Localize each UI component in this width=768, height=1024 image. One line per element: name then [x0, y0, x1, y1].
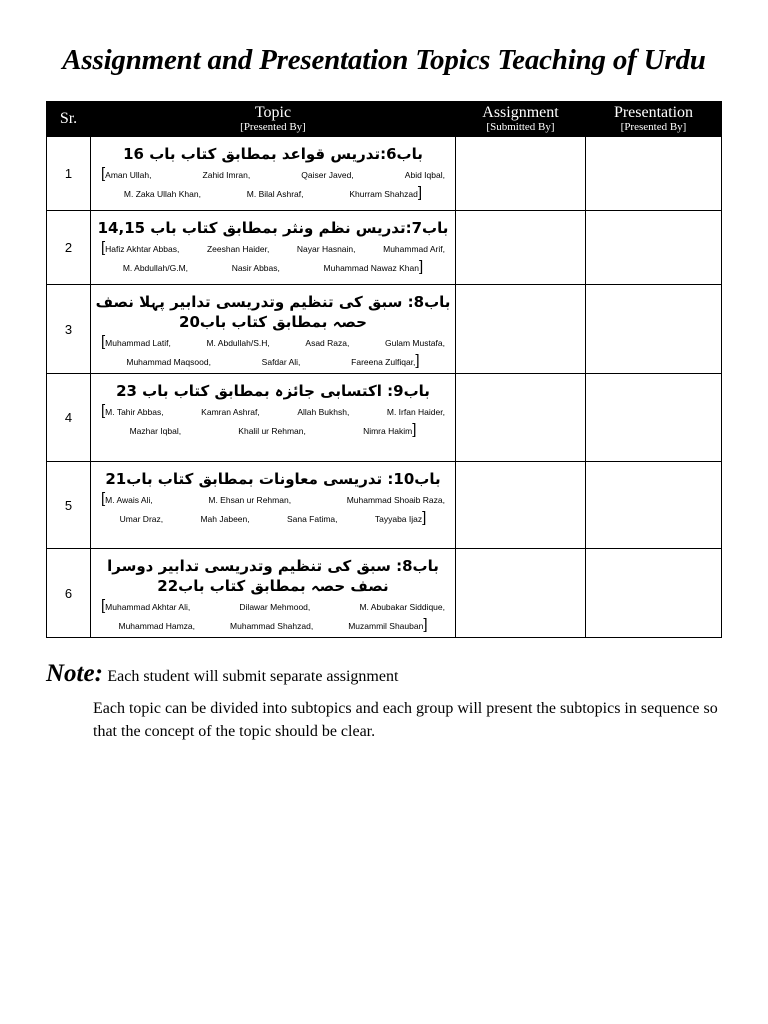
member-name — [130, 422, 182, 441]
group-members — [91, 332, 455, 373]
member-name — [375, 510, 426, 529]
note-line-1: Each student will submit separate assignment — [107, 668, 399, 685]
topic-title-urdu: باب10: تدریسی معاونات بمطابق کتاب باب21 — [105, 470, 441, 488]
member-name-text: M. Awais Ali, — [105, 495, 153, 505]
table-row — [47, 549, 722, 638]
member-name-text: Mah Jabeen, — [200, 514, 250, 524]
member-name-text: M. Abdullah/G.M, — [122, 263, 189, 273]
open-bracket: [ — [101, 597, 106, 614]
member-name — [101, 240, 179, 259]
member-name — [101, 491, 153, 510]
member-name-text: Zeeshan Haider, — [206, 244, 270, 254]
close-bracket: ] — [423, 616, 428, 633]
assignment-cell[interactable] — [456, 374, 586, 462]
header-sr-label: Sr. — [59, 110, 78, 127]
member-name — [349, 185, 422, 204]
member-name-text: Tayyaba Ijaz — [374, 514, 423, 524]
open-bracket: [ — [101, 490, 106, 507]
members-line — [101, 617, 445, 636]
members-line — [101, 491, 445, 510]
member-name-text: Nasir Abbas, — [231, 263, 280, 273]
header-assignment-label: Assignment — [482, 104, 559, 121]
member-name-text: Gulam Mustafa, — [384, 338, 445, 348]
member-name-text: Muhammad Nawaz Khan — [323, 263, 419, 273]
member-name — [363, 422, 416, 441]
members-line — [101, 334, 445, 353]
members-line — [101, 422, 445, 441]
member-name-text: Khalil ur Rehman, — [238, 426, 306, 436]
member-name-text: Fareena Zulfiqar, — [351, 357, 416, 367]
member-name-text: Abid Iqbal, — [404, 170, 445, 180]
members-line — [101, 185, 445, 204]
member-name — [359, 598, 445, 617]
open-bracket: [ — [101, 402, 106, 419]
topic-title-urdu: باب7:تدریس نظم ونثر بمطابق کتاب باب 14,15 — [97, 219, 449, 237]
member-name-text: Safdar Ali, — [261, 357, 301, 367]
row-number: 1 — [47, 137, 91, 211]
member-name — [247, 185, 304, 204]
table-row — [47, 462, 722, 549]
document-title: Assignment and Presentation Topics Teaching of Urdu — [62, 44, 706, 76]
member-name-text: Hafiz Akhtar Abbas, — [105, 244, 180, 254]
member-name — [297, 403, 349, 422]
header-topic — [91, 102, 456, 137]
member-name-text: Sana Fatima, — [286, 514, 338, 524]
members-line — [101, 598, 445, 617]
header-topic-sub: [Presented By] — [240, 121, 306, 133]
assignment-cell[interactable] — [456, 462, 586, 549]
member-name-text: Aman Ullah, — [105, 170, 152, 180]
row-number: 3 — [47, 285, 91, 374]
member-name-text: Dilawar Mehmood, — [239, 602, 311, 612]
presentation-cell[interactable] — [586, 374, 722, 462]
member-name — [347, 491, 445, 510]
member-name-text: Kamran Ashraf, — [201, 407, 260, 417]
member-name-text: Mazhar Iqbal, — [129, 426, 182, 436]
assignment-cell[interactable] — [456, 137, 586, 211]
member-name-text: M. Irfan Haider, — [386, 407, 445, 417]
row-number: 5 — [47, 462, 91, 549]
presentation-cell[interactable] — [586, 462, 722, 549]
member-name-text: Qaiser Javed, — [301, 170, 354, 180]
table-row — [47, 285, 722, 374]
topic-cell — [91, 211, 456, 285]
members-line — [101, 510, 445, 529]
member-name — [305, 334, 349, 353]
group-members — [91, 401, 455, 442]
member-name — [126, 353, 211, 372]
group-members — [91, 596, 455, 637]
topic-cell — [91, 374, 456, 462]
member-name-text: Muzammil Shauban — [348, 621, 424, 631]
row-number: 2 — [47, 211, 91, 285]
members-line — [101, 259, 445, 278]
member-name — [208, 491, 291, 510]
presentation-cell[interactable] — [586, 549, 722, 638]
note — [46, 660, 398, 688]
member-name-text: M. Zaka Ullah Khan, — [123, 189, 201, 199]
topic-cell — [91, 462, 456, 549]
member-name — [232, 259, 280, 278]
assignment-cell[interactable] — [456, 285, 586, 374]
close-bracket: ] — [422, 509, 427, 526]
topic-title-urdu: باب8: سبق کی تنظیم وتدریسی تدابیر دوسرا نصف حصہ بمطابق کتاب باب22 — [107, 557, 439, 595]
topics-table — [46, 101, 722, 638]
row-number: 4 — [47, 374, 91, 462]
member-name-text: Muhammad Shoaib Raza, — [346, 495, 445, 505]
member-name-text: Allah Bukhsh, — [297, 407, 350, 417]
member-name — [201, 403, 260, 422]
member-name — [101, 598, 190, 617]
table-row — [47, 374, 722, 462]
assignment-cell[interactable] — [456, 549, 586, 638]
group-members — [91, 238, 455, 279]
close-bracket: ] — [412, 421, 417, 438]
note-label: Note: — [46, 660, 103, 687]
open-bracket: [ — [101, 165, 106, 182]
member-name — [348, 617, 427, 636]
close-bracket: ] — [418, 258, 424, 275]
header-assignment — [456, 102, 586, 137]
members-line — [101, 166, 445, 185]
member-name — [203, 166, 251, 185]
header-presentation-sub: [Presented By] — [620, 121, 687, 133]
table-header-row — [47, 102, 722, 137]
table-row — [47, 137, 722, 211]
close-bracket: ] — [415, 352, 420, 369]
member-name-text: Muhammad Latif, — [105, 338, 171, 348]
member-name — [405, 166, 445, 185]
group-members — [91, 164, 455, 205]
member-name — [101, 166, 151, 185]
header-sr — [47, 102, 91, 137]
member-name — [123, 259, 188, 278]
open-bracket: [ — [101, 239, 106, 256]
members-line — [101, 240, 445, 259]
close-bracket: ] — [417, 184, 423, 201]
member-name — [262, 353, 301, 372]
note-line-2: Each topic can be divided into subtopics and each group will present the subtopics in sequence so that the concept of the topic should be clear. — [93, 700, 718, 740]
member-name — [124, 185, 201, 204]
member-name — [324, 259, 424, 278]
member-name — [206, 334, 269, 353]
member-name-text: Zahid Imran, — [202, 170, 251, 180]
member-name — [230, 617, 313, 636]
header-presentation-label: Presentation — [613, 104, 694, 121]
member-name-text: Khurram Shahzad — [349, 189, 418, 199]
header-topic-label: Topic — [254, 104, 292, 121]
open-bracket: [ — [101, 333, 106, 350]
member-name-text: M. Bilal Ashraf, — [246, 189, 304, 199]
presentation-cell[interactable] — [586, 211, 722, 285]
member-name — [101, 334, 171, 353]
member-name — [120, 510, 163, 529]
header-presentation — [586, 102, 722, 137]
member-name — [207, 240, 269, 259]
member-name — [301, 166, 353, 185]
member-name — [239, 598, 310, 617]
assignment-cell[interactable] — [456, 211, 586, 285]
member-name-text: M. Abdullah/S.H, — [206, 338, 270, 348]
presentation-cell[interactable] — [586, 285, 722, 374]
member-name — [119, 617, 196, 636]
topic-title-urdu: باب6:تدریس قواعد بمطابق کتاب باب 16 — [123, 145, 423, 163]
member-name-text: Muhammad Arif, — [383, 244, 445, 254]
member-name-text: M. Abubakar Siddique, — [359, 602, 445, 612]
topic-cell — [91, 137, 456, 211]
member-name — [385, 334, 445, 353]
member-name-text: Umar Draz, — [119, 514, 164, 524]
member-name-text: M. Ehsan ur Rehman, — [208, 495, 292, 505]
header-assignment-sub: [Submitted By] — [486, 121, 555, 133]
topic-title-urdu: باب8: سبق کی تنظیم وتدریسی تدابیر پہلا نصف حصہ بمطابق کتاب باب20 — [95, 293, 451, 331]
member-name — [238, 422, 306, 441]
member-name-text: M. Tahir Abbas, — [105, 407, 164, 417]
member-name — [101, 403, 164, 422]
member-name-text: Muhammad Akhtar Ali, — [105, 602, 191, 612]
member-name — [287, 510, 338, 529]
member-name-text: Muhammad Maqsood, — [126, 357, 211, 367]
table-row — [47, 211, 722, 285]
topic-title-urdu: باب9: اکتسابی جائزہ بمطابق کتاب باب 23 — [116, 382, 430, 400]
member-name-text: Asad Raza, — [305, 338, 350, 348]
row-number: 6 — [47, 549, 91, 638]
member-name — [383, 240, 445, 259]
member-name — [351, 353, 419, 372]
member-name — [297, 240, 356, 259]
members-line — [101, 353, 445, 372]
member-name — [387, 403, 445, 422]
member-name-text: Nayar Hasnain, — [296, 244, 356, 254]
member-name — [200, 510, 249, 529]
presentation-cell[interactable] — [586, 137, 722, 211]
member-name-text: Nimra Hakim — [363, 426, 413, 436]
topic-cell — [91, 549, 456, 638]
member-name-text: Muhammad Shahzad, — [230, 621, 314, 631]
member-name-text: Muhammad Hamza, — [118, 621, 196, 631]
topic-cell — [91, 285, 456, 374]
members-line — [101, 403, 445, 422]
group-members — [91, 489, 455, 530]
